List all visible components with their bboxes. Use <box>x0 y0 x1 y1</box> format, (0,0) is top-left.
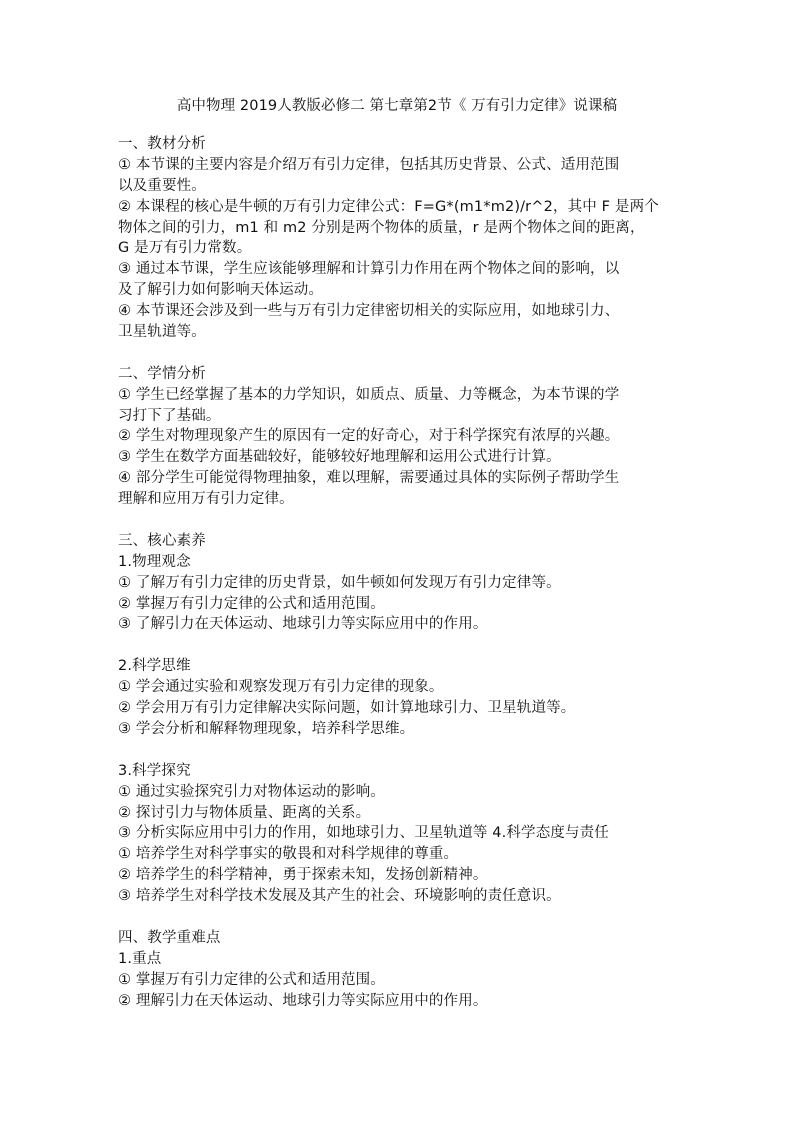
subsection-heading: 1.重点 <box>118 950 162 967</box>
paragraph-line: ③ 通过本节课，学生应该能够理解和计算引力作用在两个物体之间的影响，以 <box>118 261 620 278</box>
paragraph-line: ② 理解引力在天体运动、地球引力等实际应用中的作用。 <box>118 992 488 1009</box>
paragraph-line: ③ 培养学生对科学技术发展及其产生的社会、环境影响的责任意识。 <box>118 888 561 905</box>
blank-line <box>118 343 684 364</box>
paragraph-line: ② 培养学生的科学精神，勇于探索未知，发扬创新精神。 <box>118 867 488 884</box>
section-heading-key-difficulties: 四、教学重难点 <box>118 929 221 946</box>
paragraph-line: ② 本课程的核心是牛顿的万有引力定律公式：F=G*(m1*m2)/r^2，其中 F 是两个 <box>118 198 659 215</box>
paragraph-line: G 是万有引力常数。 <box>118 240 252 257</box>
subsection-heading: 1.物理观念 <box>118 553 191 570</box>
paragraph-line: ② 学会用万有引力定律解决实际问题，如计算地球引力、卫星轨道等。 <box>118 700 576 717</box>
paragraph-line: 及了解引力如何影响天体运动。 <box>118 282 324 299</box>
document-title: 高中物理 2019人教版必修二 第七章第2节《 万有引力定律》说课稿 <box>176 98 618 114</box>
paragraph-line: 理解和应用万有引力定律。 <box>118 491 294 508</box>
paragraph-line: ③ 学会分析和解释物理现象，培养科学思维。 <box>118 720 415 737</box>
paragraph-line: 以及重要性。 <box>118 177 206 194</box>
document-body <box>118 134 684 1011</box>
paragraph-line: ① 学生已经掌握了基本的力学知识，如质点、质量、力等概念，为本节课的学 <box>118 386 620 403</box>
paragraph-line: 物体之间的引力，m1 和 m2 分别是两个物体的质量，r 是两个物体之间的距离， <box>118 219 645 236</box>
section-heading-core-literacy: 三、核心素养 <box>118 532 206 549</box>
blank-line <box>118 510 684 531</box>
paragraph-line: ③ 分析实际应用中引力的作用，如地球引力、卫星轨道等 4.科学态度与责任 <box>118 825 609 842</box>
paragraph-line: ② 掌握万有引力定律的公式和适用范围。 <box>118 595 385 612</box>
blank-line <box>118 907 684 928</box>
subsection-heading: 3.科学探究 <box>118 762 191 779</box>
paragraph-line: 卫星轨道等。 <box>118 324 206 341</box>
paragraph-line: ① 掌握万有引力定律的公式和适用范围。 <box>118 971 385 988</box>
paragraph-line: ① 通过实验探究引力对物体运动的影响。 <box>118 783 385 800</box>
paragraph-line: ① 了解万有引力定律的历史背景，如牛顿如何发现万有引力定律等。 <box>118 574 561 591</box>
paragraph-line: ① 本节课的主要内容是介绍万有引力定律，包括其历史背景、公式、适用范围 <box>118 156 620 173</box>
paragraph-line: ④ 部分学生可能觉得物理抽象，难以理解，需要通过具体的实际例子帮助学生 <box>118 470 620 487</box>
paragraph-line: ① 培养学生对科学事实的敬畏和对科学规律的尊重。 <box>118 846 459 863</box>
paragraph-line: ① 学会通过实验和观察发现万有引力定律的现象。 <box>118 679 444 696</box>
section-heading-textbook-analysis: 一、教材分析 <box>118 136 206 152</box>
section-heading-student-analysis: 二、学情分析 <box>118 365 206 382</box>
blank-line <box>118 740 684 761</box>
paragraph-line: ③ 学生在数学方面基础较好，能够较好地理解和运用公式进行计算。 <box>118 449 561 466</box>
subsection-heading: 2.科学思维 <box>118 658 191 675</box>
paragraph-line: ③ 了解引力在天体运动、地球引力等实际应用中的作用。 <box>118 616 488 633</box>
paragraph-line: ② 探讨引力与物体质量、距离的关系。 <box>118 804 371 821</box>
paragraph-line: 习打下了基础。 <box>118 407 221 424</box>
paragraph-line: ④ 本节课还会涉及到一些与万有引力定律密切相关的实际应用，如地球引力、 <box>118 303 620 320</box>
paragraph-line: ② 学生对物理现象产生的原因有一定的好奇心，对于科学探究有浓厚的兴趣。 <box>118 428 620 445</box>
blank-line <box>118 635 684 656</box>
